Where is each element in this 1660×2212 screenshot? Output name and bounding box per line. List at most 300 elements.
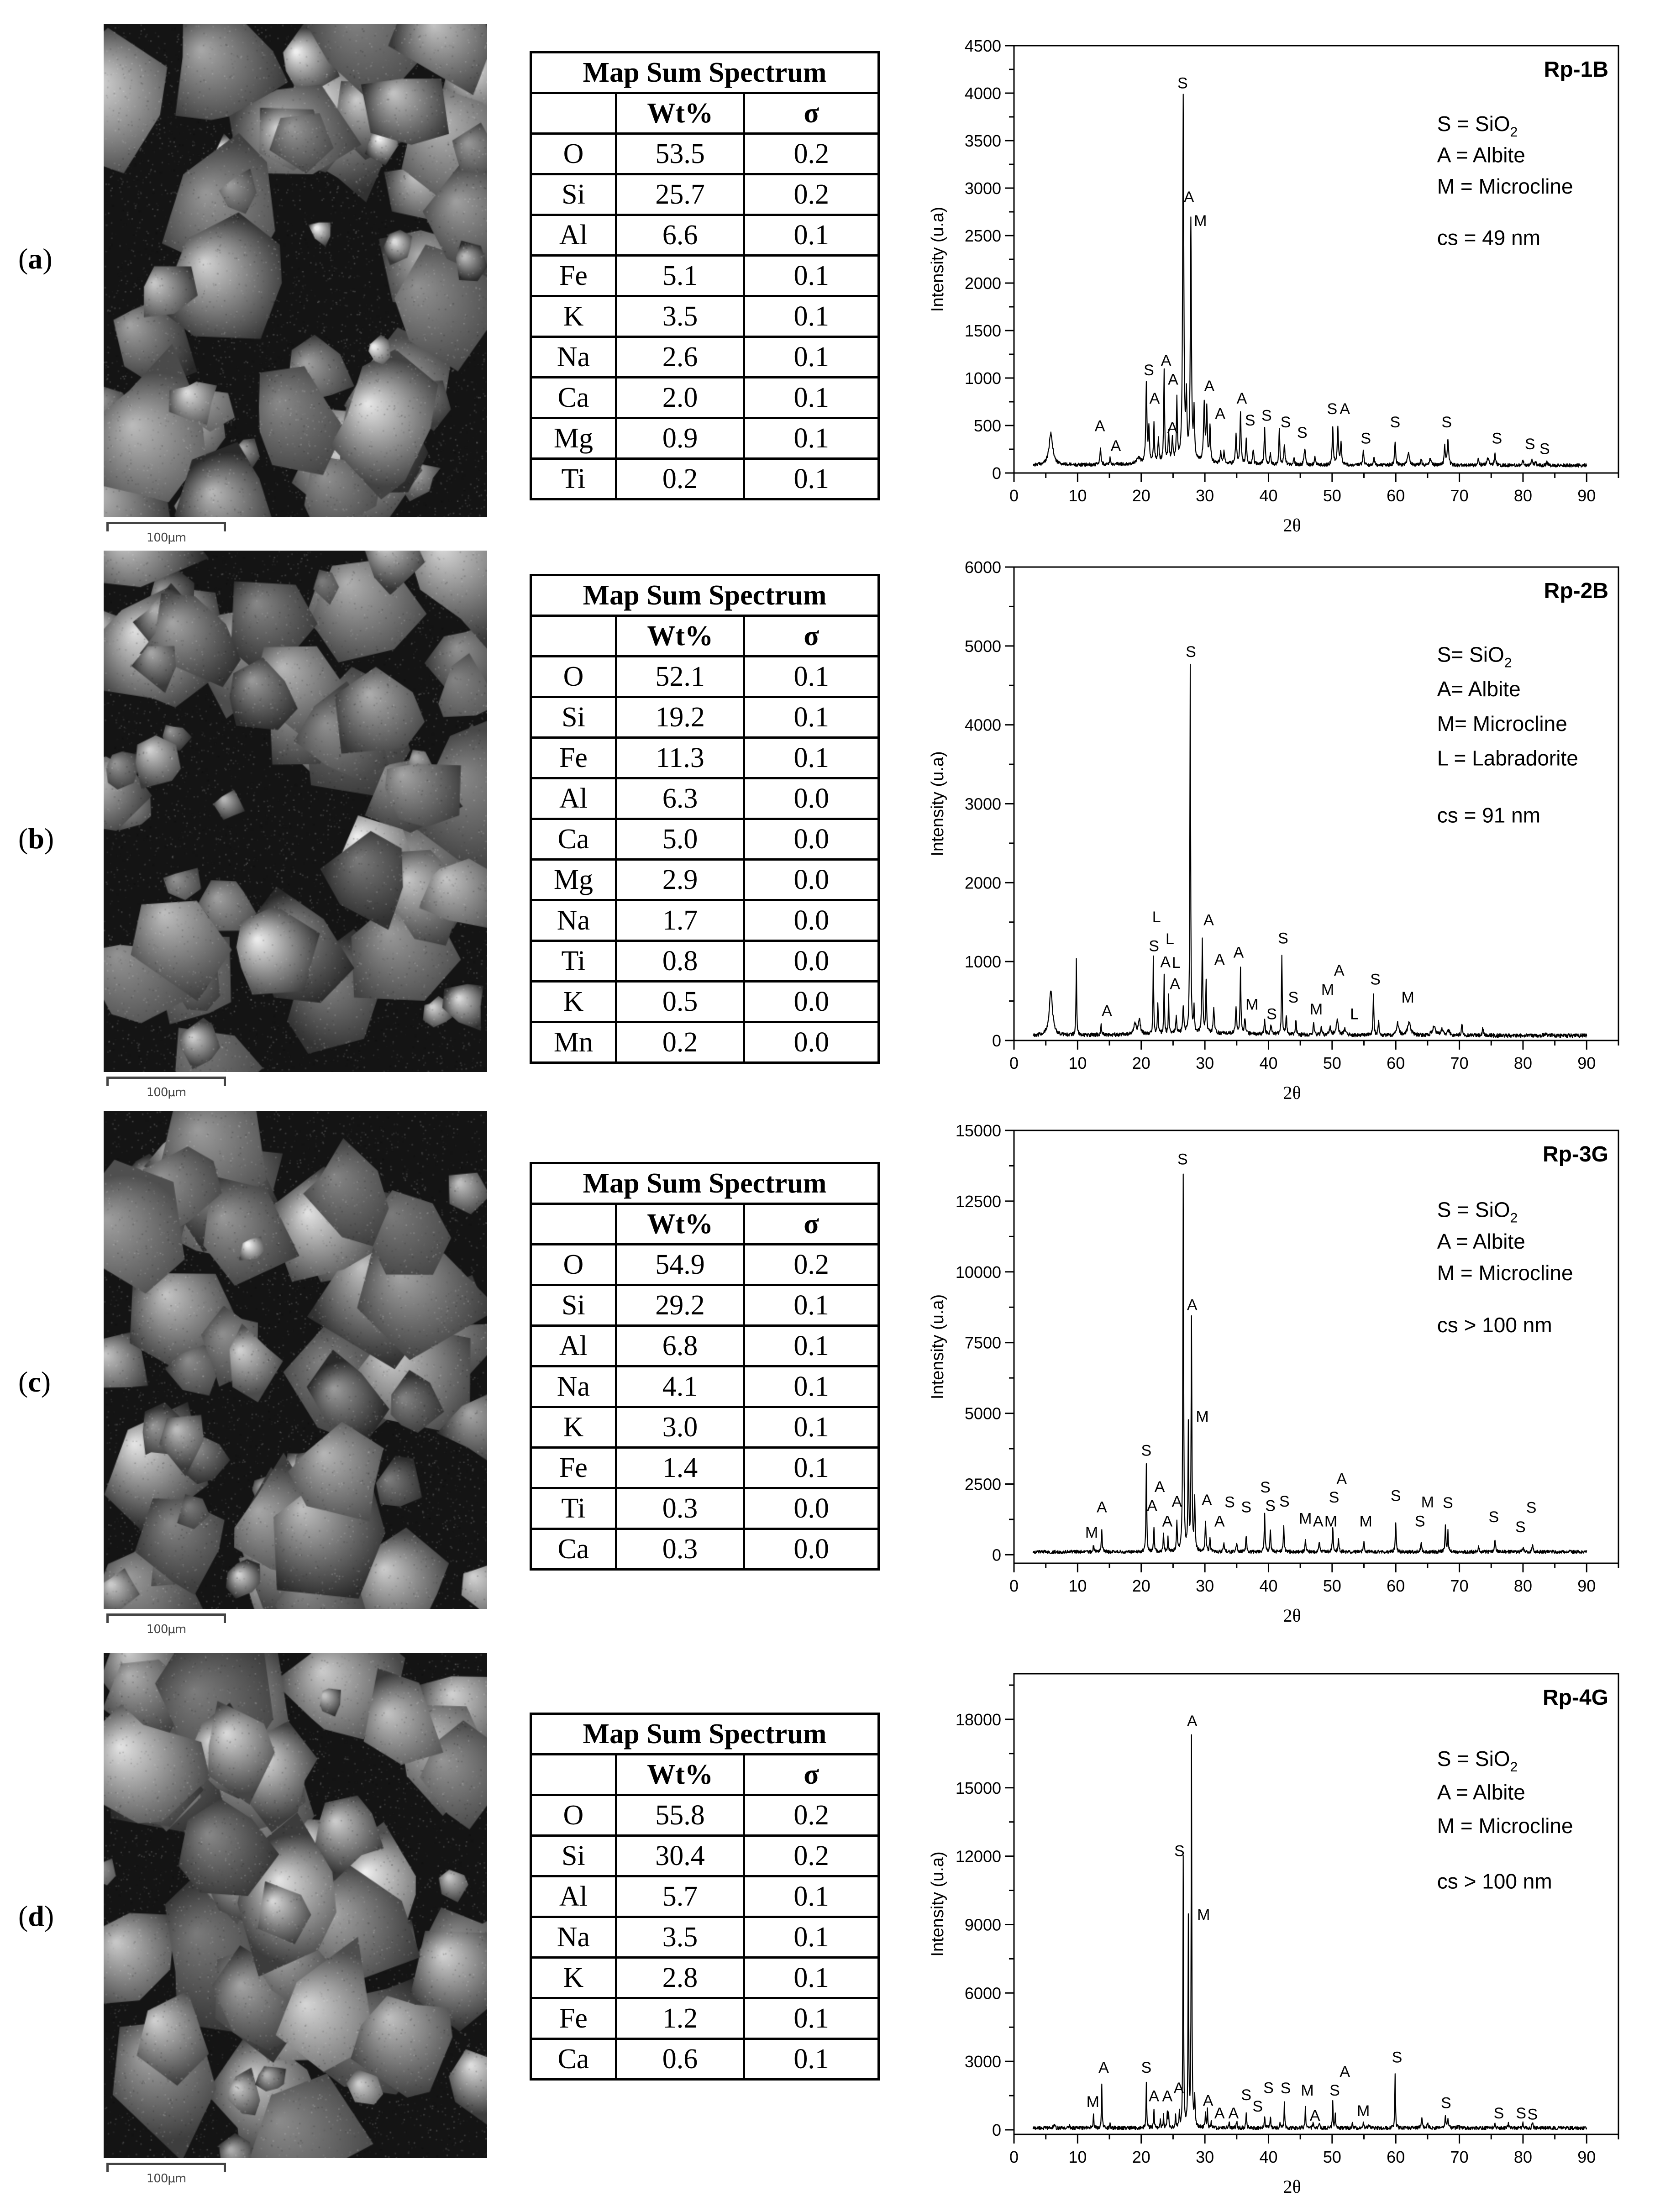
peak-label: M [1245, 996, 1259, 1014]
panel-letter: b [28, 822, 44, 855]
peak-label: S [1370, 971, 1381, 988]
peak-label: A [1309, 2107, 1320, 2125]
xrd-chart [913, 521, 1660, 1118]
sigma-cell: 0.0 [744, 1529, 879, 1570]
peak-label: A [1313, 1513, 1324, 1530]
y-tick-label: 500 [973, 416, 1001, 435]
table-row [531, 1998, 879, 2039]
peak-label: A [1236, 390, 1247, 408]
x-tick-label: 60 [1387, 486, 1405, 505]
column-header: σ [744, 1204, 879, 1245]
peak-label: S [1390, 414, 1401, 431]
table-row [531, 819, 879, 860]
y-tick-label: 3000 [964, 179, 1001, 198]
sample-title: Rp-2B [1544, 579, 1608, 603]
sigma-cell: 0.2 [744, 1795, 879, 1836]
table-row [531, 982, 879, 1022]
element-cell: K [531, 982, 616, 1022]
sigma-cell: 0.1 [744, 1876, 879, 1917]
sigma-cell: 0.1 [744, 1407, 879, 1448]
element-cell: Na [531, 900, 616, 941]
peak-label: S [1390, 1487, 1401, 1505]
sigma-cell: 0.0 [744, 1488, 879, 1529]
x-tick-label: 70 [1450, 2148, 1469, 2166]
wt-percent-cell: 54.9 [616, 1245, 744, 1285]
sem-image [104, 1111, 487, 1609]
element-cell: Si [531, 1836, 616, 1876]
sigma-cell: 0.1 [744, 697, 879, 738]
element-cell: Mg [531, 860, 616, 900]
peak-label: A [1098, 2059, 1109, 2077]
peak-label: A [1334, 962, 1345, 979]
x-tick-label: 90 [1577, 2148, 1596, 2166]
table-title-row [531, 53, 879, 93]
x-axis-label: 2θ [1283, 1082, 1301, 1103]
y-tick-label: 3000 [964, 2052, 1001, 2071]
scale-bar [106, 522, 226, 545]
peak-label: S [1516, 2105, 1527, 2123]
y-tick-label: 10000 [955, 1262, 1001, 1282]
y-tick-label: 2000 [964, 274, 1001, 293]
wt-percent-cell: 2.8 [616, 1958, 744, 1998]
peak-label: S [1261, 407, 1272, 425]
element-cell: Si [531, 174, 616, 215]
peak-label: A [1149, 390, 1160, 408]
wt-percent-cell: 0.8 [616, 941, 744, 982]
peak-label: A [1154, 1478, 1165, 1496]
peak-label: S [1279, 1493, 1290, 1511]
peak-label: A [1170, 975, 1180, 993]
table-title-row [531, 1714, 879, 1755]
wt-percent-cell: 1.7 [616, 900, 744, 941]
peak-label: A [1183, 189, 1194, 206]
y-tick-label: 18000 [955, 1710, 1001, 1729]
peak-label: S [1149, 937, 1159, 955]
wt-percent-cell: 3.0 [616, 1407, 744, 1448]
peak-label: M [1324, 1513, 1338, 1530]
peak-label: S [1441, 414, 1452, 431]
table-row [531, 215, 879, 256]
scale-bar [106, 2163, 226, 2186]
peak-label: S [1492, 430, 1502, 447]
legend-entry [1437, 112, 1518, 140]
eds-table [530, 1162, 880, 1571]
table-row [531, 2039, 879, 2080]
element-cell: Ti [531, 941, 616, 982]
column-header: σ [744, 93, 879, 134]
y-tick-label: 9000 [964, 1915, 1001, 1934]
peak-label: A [1168, 371, 1178, 389]
table-row [531, 256, 879, 296]
peak-label: A [1187, 1296, 1198, 1314]
column-header: Wt% [616, 93, 744, 134]
table-title: Map Sum Spectrum [531, 53, 879, 93]
legend-entry [1437, 1198, 1518, 1226]
table-row [531, 337, 879, 378]
peak-label: M [1085, 1524, 1098, 1542]
scale-bar-line [106, 1077, 226, 1086]
sigma-cell: 0.1 [744, 1366, 879, 1407]
y-tick-label: 5000 [964, 1404, 1001, 1423]
peak-label: M [1321, 981, 1334, 999]
peak-label: A [1171, 1493, 1182, 1511]
wt-percent-cell: 3.5 [616, 296, 744, 337]
wt-percent-cell: 6.6 [616, 215, 744, 256]
peak-label: S [1141, 1442, 1152, 1460]
peak-label: S [1241, 1498, 1252, 1516]
x-tick-label: 60 [1387, 2148, 1405, 2166]
table-row [531, 657, 879, 697]
wt-percent-cell: 0.2 [616, 1022, 744, 1063]
peak-label: S [1440, 2094, 1451, 2112]
table-row [531, 697, 879, 738]
legend-text: A = Albite [1437, 1229, 1525, 1253]
legend-entry [1437, 174, 1573, 198]
y-tick-label: 1000 [964, 369, 1001, 388]
element-cell: Ca [531, 378, 616, 418]
y-tick-label: 4000 [964, 84, 1001, 103]
peak-label: L [1165, 930, 1174, 948]
x-tick-label: 60 [1387, 1054, 1405, 1072]
y-tick-label: 12500 [955, 1192, 1001, 1211]
peak-label: A [1094, 417, 1105, 435]
element-cell: Al [531, 215, 616, 256]
sigma-cell: 0.0 [744, 778, 879, 819]
x-tick-label: 10 [1068, 1576, 1087, 1595]
y-tick-label: 0 [992, 1031, 1001, 1050]
peak-label: A [1340, 2063, 1350, 2081]
peak-label: S [1260, 1479, 1271, 1497]
x-tick-label: 80 [1513, 486, 1532, 505]
peak-label: A [1147, 1497, 1157, 1515]
peak-label: S [1241, 2086, 1252, 2104]
sigma-cell: 0.1 [744, 256, 879, 296]
x-tick-label: 40 [1259, 1054, 1278, 1072]
sigma-cell: 0.0 [744, 1022, 879, 1063]
table-row [531, 1836, 879, 1876]
y-tick-label: 0 [992, 1545, 1001, 1565]
element-cell: K [531, 296, 616, 337]
sigma-cell: 0.1 [744, 1917, 879, 1958]
y-tick-label: 1500 [964, 321, 1001, 340]
legend-entry [1437, 1261, 1573, 1285]
sem-image [104, 551, 487, 1072]
peak-label: S [1297, 424, 1308, 442]
legend-text: A= Albite [1437, 677, 1521, 701]
table-header-row [531, 1204, 879, 1245]
sem-micrograph [104, 1111, 487, 1609]
peak-label: S [1174, 1842, 1185, 1860]
y-tick-label: 7500 [964, 1333, 1001, 1352]
table-title-row [531, 1163, 879, 1204]
wt-percent-cell: 0.6 [616, 2039, 744, 2080]
element-cell: Na [531, 1366, 616, 1407]
sigma-cell: 0.1 [744, 1958, 879, 1998]
x-tick-label: 40 [1259, 1576, 1278, 1595]
peak-label: L [1171, 954, 1181, 972]
legend-entry [1437, 1229, 1525, 1253]
element-cell: Si [531, 1285, 616, 1326]
peak-label: S [1141, 2059, 1152, 2077]
x-tick-label: 30 [1196, 1576, 1214, 1595]
panel-letter: c [28, 1366, 41, 1398]
table-header-row [531, 1755, 879, 1795]
column-header [531, 1204, 616, 1245]
element-cell: O [531, 1795, 616, 1836]
legend-text: M = Microcline [1437, 1814, 1573, 1838]
peak-label: M [1086, 2093, 1099, 2111]
x-tick-label: 0 [1009, 2148, 1019, 2166]
peak-label: S [1515, 1518, 1526, 1536]
peak-label: S [1186, 643, 1196, 661]
sample-title: Rp-3G [1543, 1142, 1608, 1166]
scale-bar [106, 1077, 226, 1099]
wt-percent-cell: 52.1 [616, 657, 744, 697]
sem-micrograph [104, 1653, 487, 2158]
y-tick-label: 2000 [964, 873, 1001, 893]
x-tick-label: 20 [1132, 486, 1150, 505]
x-tick-label: 20 [1132, 2148, 1150, 2166]
crystallite-size: cs > 100 nm [1437, 1313, 1552, 1337]
element-cell: Na [531, 1917, 616, 1958]
peak-label: M [1309, 1000, 1323, 1018]
x-tick-label: 50 [1323, 486, 1341, 505]
peak-label: M [1194, 212, 1207, 230]
x-tick-label: 50 [1323, 1054, 1341, 1072]
peak-label: S [1280, 2080, 1291, 2097]
peak-label: M [1197, 1906, 1210, 1924]
y-tick-label: 2500 [964, 226, 1001, 245]
element-cell: Fe [531, 738, 616, 778]
element-cell: Ca [531, 819, 616, 860]
sigma-cell: 0.1 [744, 2039, 879, 2080]
peak-label: A [1336, 1470, 1347, 1488]
element-cell: Mg [531, 418, 616, 459]
peak-label: A [1201, 1491, 1212, 1509]
table-header-row [531, 616, 879, 657]
legend-text: M = Microcline [1437, 1261, 1573, 1285]
element-cell: Al [531, 1876, 616, 1917]
x-tick-label: 80 [1513, 2148, 1532, 2166]
legend-text: S = SiO [1437, 112, 1510, 136]
legend-entry [1437, 1747, 1518, 1775]
crystallite-size: cs > 100 nm [1437, 1869, 1552, 1893]
peak-label: S [1361, 430, 1371, 447]
sample-title: Rp-1B [1544, 58, 1608, 82]
table-row [531, 1022, 879, 1063]
panel-letter: a [28, 242, 43, 275]
legend-subscript: 2 [1504, 655, 1512, 671]
peak-label: A [1167, 419, 1178, 437]
table-row [531, 174, 879, 215]
legend-entry [1437, 677, 1521, 701]
sigma-cell: 0.1 [744, 459, 879, 499]
column-header [531, 1755, 616, 1795]
peak-label: A [1203, 911, 1214, 929]
wt-percent-cell: 2.9 [616, 860, 744, 900]
sigma-cell: 0.1 [744, 1326, 879, 1366]
wt-percent-cell: 1.2 [616, 1998, 744, 2039]
y-tick-label: 12000 [955, 1847, 1001, 1866]
y-tick-label: 6000 [964, 558, 1001, 577]
x-axis-label: 2θ [1283, 1605, 1301, 1626]
wt-percent-cell: 30.4 [616, 1836, 744, 1876]
peak-label: S [1177, 74, 1188, 92]
peak-label: A [1214, 1513, 1225, 1530]
scale-bar [106, 1613, 226, 1636]
element-cell: Fe [531, 1448, 616, 1488]
legend-entry [1437, 746, 1578, 770]
wt-percent-cell: 0.5 [616, 982, 744, 1022]
table-row [531, 1958, 879, 1998]
panel-label [18, 822, 54, 856]
column-header: Wt% [616, 1755, 744, 1795]
wt-percent-cell: 1.4 [616, 1448, 744, 1488]
y-axis-label: Intensity (u.a) [928, 206, 947, 312]
y-tick-label: 0 [992, 464, 1001, 483]
x-axis-label: 2θ [1283, 515, 1301, 536]
sigma-cell: 0.1 [744, 378, 879, 418]
peak-label: A [1162, 1513, 1173, 1530]
column-header: Wt% [616, 616, 744, 657]
y-tick-label: 1000 [964, 952, 1001, 972]
element-cell: K [531, 1407, 616, 1448]
sigma-cell: 0.1 [744, 657, 879, 697]
table-row [531, 1917, 879, 1958]
xrd-chart [913, 0, 1660, 551]
sigma-cell: 0.2 [744, 1245, 879, 1285]
peak-label: S [1266, 1005, 1277, 1023]
legend-text: A = Albite [1437, 1780, 1525, 1804]
wt-percent-cell: 4.1 [616, 1366, 744, 1407]
y-axis-label: Intensity (u.a) [928, 751, 947, 856]
crystallite-size: cs = 49 nm [1437, 226, 1541, 250]
peak-label: S [1488, 1508, 1499, 1526]
y-tick-label: 3000 [964, 794, 1001, 814]
table-row [531, 941, 879, 982]
y-tick-label: 0 [992, 2121, 1001, 2140]
element-cell: Ca [531, 1529, 616, 1570]
table-row [531, 860, 879, 900]
legend-text: S= SiO [1437, 642, 1504, 667]
xrd-chart [913, 1085, 1660, 1641]
legend-text: S = SiO [1437, 1198, 1510, 1222]
table-row [531, 296, 879, 337]
table-title: Map Sum Spectrum [531, 1714, 879, 1755]
column-header [531, 93, 616, 134]
wt-percent-cell: 0.3 [616, 1488, 744, 1529]
peak-label: S [1329, 2082, 1340, 2100]
legend-subscript: 2 [1510, 1210, 1518, 1226]
legend-text: S = SiO [1437, 1746, 1510, 1771]
peak-label: M [1421, 1493, 1434, 1511]
x-tick-label: 10 [1068, 1054, 1087, 1072]
legend-text: L = Labradorite [1437, 746, 1578, 770]
peak-label: S [1278, 930, 1288, 947]
peak-label: A [1214, 951, 1225, 969]
peak-label: S [1524, 436, 1535, 453]
x-tick-label: 60 [1387, 1576, 1405, 1595]
peak-label: A [1187, 1712, 1198, 1730]
y-tick-label: 4500 [964, 37, 1001, 55]
plot-frame [1014, 46, 1618, 473]
element-cell: Si [531, 697, 616, 738]
eds-table [530, 574, 880, 1064]
scale-bar-line [106, 1613, 226, 1623]
wt-percent-cell: 53.5 [616, 134, 744, 174]
wt-percent-cell: 55.8 [616, 1795, 744, 1836]
column-header: σ [744, 1755, 879, 1795]
peak-label: S [1327, 400, 1338, 418]
element-cell: Ti [531, 1488, 616, 1529]
sigma-cell: 0.1 [744, 738, 879, 778]
table-row [531, 1448, 879, 1488]
peak-label: S [1224, 1493, 1235, 1511]
peak-label: M [1359, 1513, 1372, 1530]
y-tick-label: 5000 [964, 636, 1001, 656]
table-row [531, 1285, 879, 1326]
element-cell: O [531, 134, 616, 174]
sigma-cell: 0.1 [744, 215, 879, 256]
legend-entry [1437, 712, 1567, 736]
sigma-cell: 0.0 [744, 941, 879, 982]
peak-label: S [1245, 412, 1256, 429]
peak-label: M [1401, 989, 1414, 1007]
peak-label: A [1215, 405, 1225, 423]
y-axis-label: Intensity (u.a) [928, 1294, 947, 1400]
column-header: σ [744, 616, 879, 657]
wt-percent-cell: 29.2 [616, 1285, 744, 1326]
table-row [531, 378, 879, 418]
sem-micrograph [104, 24, 487, 517]
x-tick-label: 30 [1196, 2148, 1214, 2166]
y-axis-label: Intensity (u.a) [928, 1851, 947, 1957]
table-title-row [531, 575, 879, 616]
x-tick-label: 10 [1068, 2148, 1087, 2166]
x-axis-label: 2θ [1283, 2176, 1301, 2197]
x-tick-label: 90 [1577, 1054, 1596, 1072]
scale-bar-label: 100μm [146, 2172, 186, 2186]
panel-label [18, 242, 53, 276]
sigma-cell: 0.2 [744, 174, 879, 215]
table-row [531, 1245, 879, 1285]
peak-label: S [1177, 1151, 1188, 1168]
peak-label: A [1340, 400, 1350, 418]
peak-label: L [1350, 1005, 1359, 1023]
legend-entry [1437, 642, 1512, 670]
peak-label: S [1288, 989, 1299, 1007]
x-tick-label: 0 [1009, 1054, 1019, 1072]
wt-percent-cell: 11.3 [616, 738, 744, 778]
legend-entry [1437, 143, 1525, 167]
element-cell: O [531, 657, 616, 697]
legend-entry [1437, 1814, 1573, 1838]
legend-text: M = Microcline [1437, 174, 1573, 198]
table-title: Map Sum Spectrum [531, 1163, 879, 1204]
x-tick-label: 0 [1009, 486, 1019, 505]
scale-bar-label: 100μm [146, 1086, 186, 1099]
panel-label [18, 1899, 54, 1933]
y-tick-label: 2500 [964, 1475, 1001, 1494]
wt-percent-cell: 5.1 [616, 256, 744, 296]
sigma-cell: 0.1 [744, 1448, 879, 1488]
peak-label: A [1233, 944, 1244, 962]
peak-label: A [1110, 437, 1121, 455]
legend-subscript: 2 [1510, 125, 1518, 140]
panel-label [18, 1365, 51, 1399]
sem-image [104, 1653, 487, 2158]
peak-label: M [1196, 1408, 1209, 1426]
